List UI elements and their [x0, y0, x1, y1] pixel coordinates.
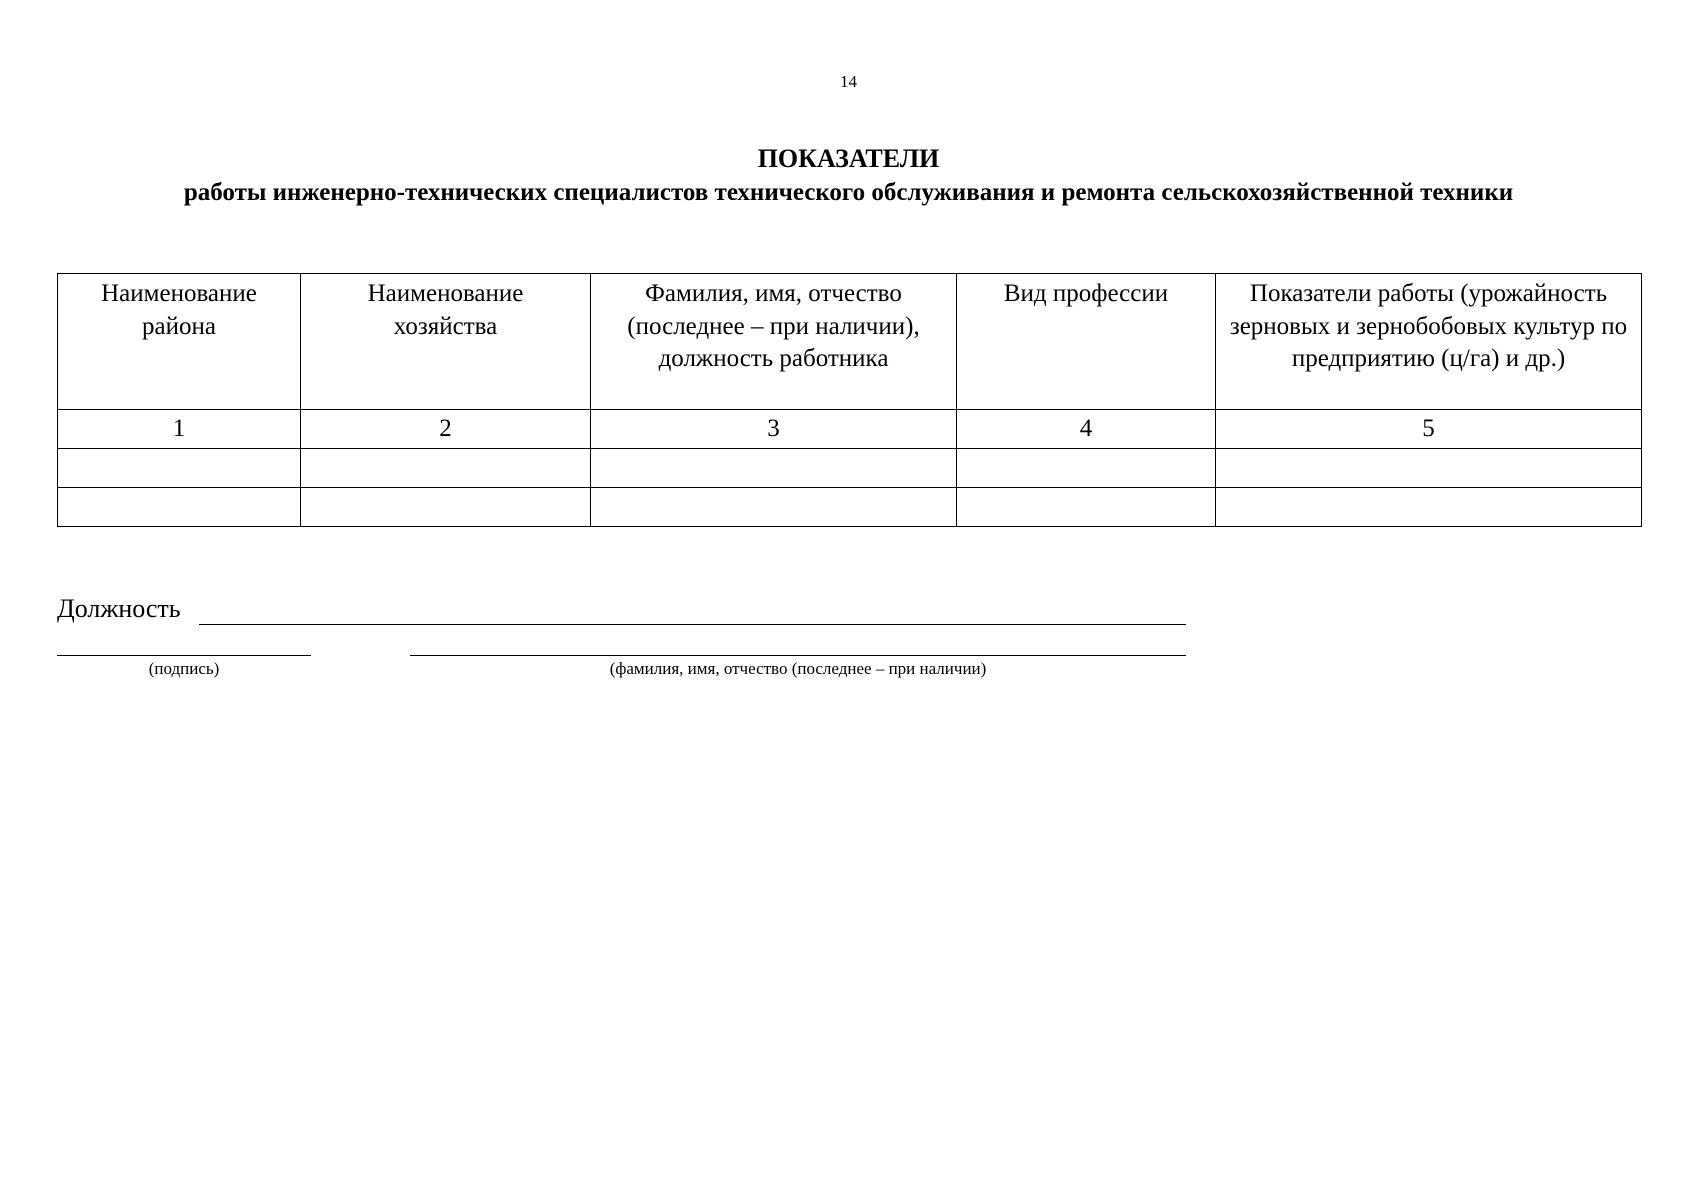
empty-cell[interactable] [301, 488, 591, 527]
empty-cell[interactable] [1216, 449, 1642, 488]
document-subtitle: работы инженерно-технических специалистов технического обслуживания и ремонта сельскохозяйственной техники [183, 179, 1514, 206]
empty-cell[interactable] [591, 449, 957, 488]
column-number: 2 [301, 410, 591, 449]
header-profession-type [957, 274, 1216, 410]
empty-cell[interactable] [591, 488, 957, 527]
empty-cell[interactable] [957, 449, 1216, 488]
table-row [58, 488, 1642, 527]
column-number: 1 [58, 410, 301, 449]
header-profession-type-text: Вид профессии [1003, 280, 1169, 307]
table-header-row [58, 274, 1642, 410]
empty-cell[interactable] [957, 488, 1216, 527]
signature-fill-line[interactable] [57, 655, 311, 656]
empty-cell[interactable] [58, 488, 301, 527]
header-work-indicators [1216, 274, 1642, 410]
header-employee-name-position [591, 274, 957, 410]
position-fill-line[interactable] [199, 624, 1186, 625]
signature-caption: (подпись) [148, 659, 220, 678]
header-work-indicators-text: Показатели работы (урожайность зерновых и зернобобовых культур по предприятию (ц/га) и др.) [1229, 280, 1628, 372]
column-number: 4 [957, 410, 1216, 449]
empty-cell[interactable] [58, 449, 301, 488]
header-farm-name-text: Наименование хозяйства [367, 280, 524, 340]
full-name-fill-line[interactable] [410, 655, 1186, 656]
report-table [57, 273, 1642, 527]
document-title: ПОКАЗАТЕЛИ [757, 144, 940, 173]
page-number: 14 [840, 72, 857, 91]
column-number-row [58, 410, 1642, 449]
empty-cell[interactable] [1216, 488, 1642, 527]
header-district-name-text: Наименование района [101, 280, 257, 340]
column-number: 5 [1216, 410, 1642, 449]
table-row [58, 449, 1642, 488]
empty-cell[interactable] [301, 449, 591, 488]
header-district-name [58, 274, 301, 410]
full-name-caption: (фамилия, имя, отчество (последнее – при наличии) [609, 659, 987, 678]
column-number: 3 [591, 410, 957, 449]
header-farm-name [301, 274, 591, 410]
header-employee-name-position-text: Фамилия, имя, отчество (последнее – при наличии), должность работника [627, 280, 920, 372]
position-label: Должность [57, 594, 181, 623]
